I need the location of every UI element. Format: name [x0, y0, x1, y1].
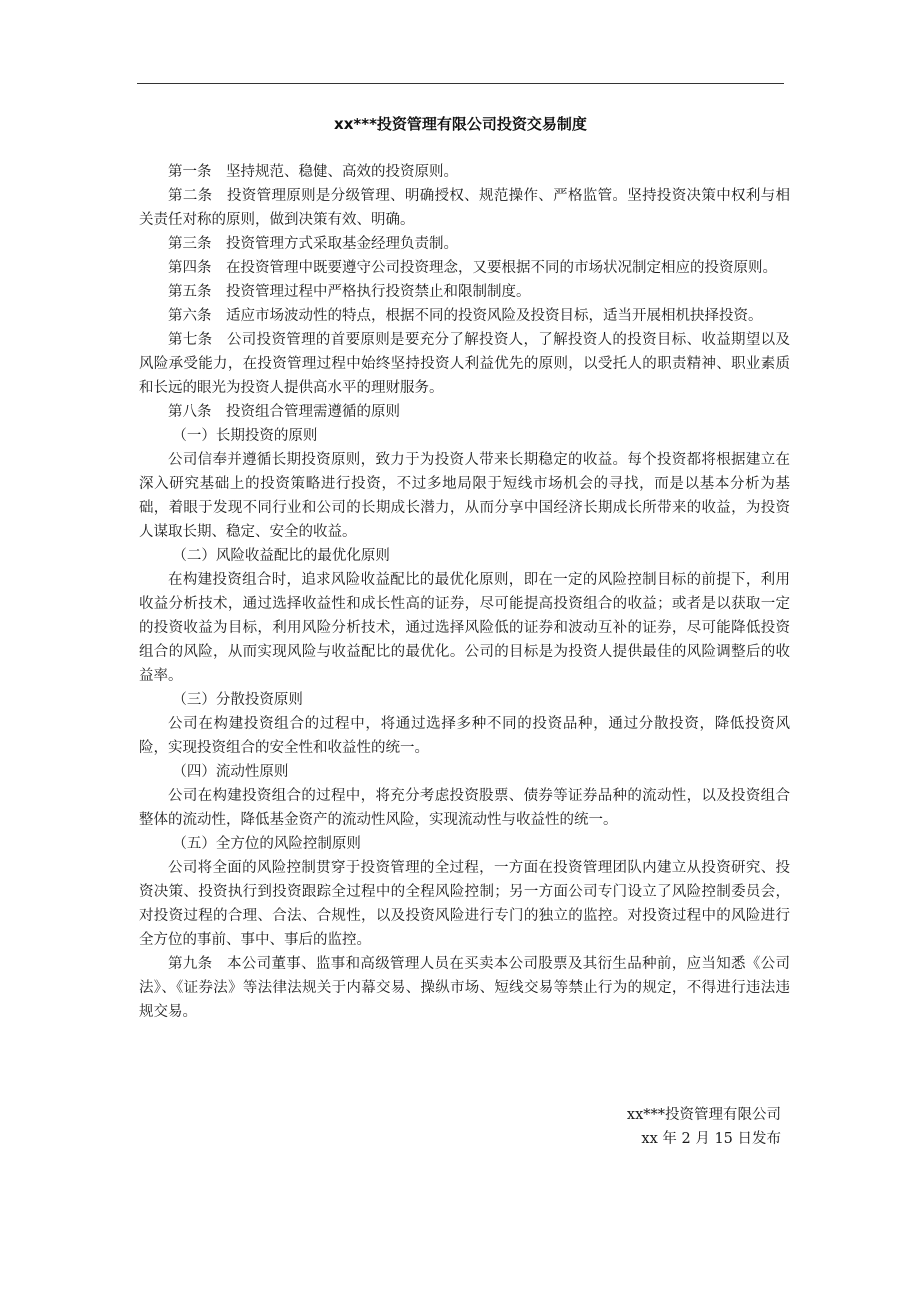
document-title: xx***投资管理有限公司投资交易制度 — [334, 115, 587, 133]
article-1 — [139, 160, 790, 184]
article-number: 第四条 — [168, 260, 212, 276]
principle-text: 公司将全面的风险控制贯穿于投资管理的全过程，一方面在投资管理团队内建立从投资研究、投资决策、投资执行到投资跟踪全过程中的全程风险控制；另一方面公司专门设立了风险控制委员会，对投资过程的合理、合法、合规性，以及投资风险进行专门的独立的监控。对投资过程中的风险进行全方位的事前、事中、事后的监控。 — [139, 860, 790, 948]
article-number: 第二条 — [168, 188, 213, 204]
principle-heading: （一）长期投资的原则 — [172, 428, 318, 444]
article-text: 公司投资管理的首要原则是要充分了解投资人，了解投资人的投资目标、收益期望以及风险承受能力，在投资管理过程中始终坚持投资人利益优先的原则，以受托人的职责精神、职业素质和长远的眼光为投资人提供高水平的理财服务。 — [139, 332, 791, 396]
principle-heading: （三）分散投资原则 — [172, 692, 303, 708]
signature-company: xx***投资管理有限公司 — [626, 1107, 781, 1123]
principle-text: 在构建投资组合时，追求风险收益配比的最优化原则，即在一定的风险控制目标的前提下，利用收益分析技术，通过选择收益性和成长性高的证券，尽可能提高投资组合的收益；或者是以获取一定的投资收益为目标，利用风险分析技术，通过选择风险低的证券和波动互补的证券，尽可能降低投资组合的风险，从而实现风险与收益配比的最优化。公司的目标是为投资人提供最佳的风险调整后的收益率。 — [139, 572, 790, 684]
article-4 — [139, 256, 790, 280]
article-3 — [139, 232, 790, 256]
article-5 — [139, 280, 790, 304]
article-text: 投资管理方式采取基金经理负责制。 — [226, 236, 458, 252]
article-text: 本公司董事、监事和高级管理人员在买卖本公司股票及其衍生品种前，应当知悉《公司法》、《证券法》等法律法规关于内幕交易、操纵市场、短线交易等禁止行为的规定，不得进行违法违规交易。 — [139, 956, 791, 1020]
principle-text: 公司在构建投资组合的过程中，将充分考虑投资股票、债券等证券品种的流动性，以及投资组合整体的流动性，降低基金资产的流动性风险，实现流动性与收益性的统一。 — [139, 788, 790, 828]
principle-text: 公司信奉并遵循长期投资原则，致力于为投资人带来长期稳定的收益。每个投资都将根据建立在深入研究基础上的投资策略进行投资，不过多地局限于短线市场机会的寻找，而是以基本分析为基础，着眼于发现不同行业和公司的长期成长潜力，从而分享中国经济长期成长所带来的收益，为投资人谋取长期、稳定、安全的收益。 — [139, 452, 790, 540]
article-number: 第一条 — [168, 164, 212, 180]
article-number: 第六条 — [168, 308, 212, 324]
article-2 — [139, 184, 790, 232]
article-7 — [139, 328, 790, 400]
principle-text: 公司在构建投资组合的过程中，将通过选择多种不同的投资品种，通过分散投资，降低投资风险，实现投资组合的安全性和收益性的统一。 — [139, 716, 790, 756]
principle-heading: （二）风险收益配比的最优化原则 — [172, 548, 390, 564]
article-number: 第八条 — [168, 404, 212, 420]
article-9 — [139, 952, 790, 1024]
article-text: 投资管理过程中严格执行投资禁止和限制制度。 — [226, 284, 531, 300]
principle-heading: （五）全方位的风险控制原则 — [172, 836, 361, 852]
article-number: 第三条 — [168, 236, 212, 252]
article-text: 投资组合管理需遵循的原则 — [226, 404, 400, 420]
article-number: 第七条 — [168, 332, 213, 348]
principle-heading: （四）流动性原则 — [172, 764, 289, 780]
document-body — [139, 160, 790, 1024]
article-6 — [139, 304, 790, 328]
article-text: 在投资管理中既要遵守公司投资理念，又要根据不同的市场状况制定相应的投资原则。 — [226, 260, 777, 276]
article-number: 第五条 — [168, 284, 212, 300]
article-text: 坚持规范、稳健、高效的投资原则。 — [226, 164, 458, 180]
signature-block — [627, 1103, 781, 1151]
article-text: 投资管理原则是分级管理、明确授权、规范操作、严格监管。坚持投资决策中权利与相关责任对称的原则，做到决策有效、明确。 — [139, 188, 791, 228]
header-rule — [137, 83, 784, 84]
signature-date: xx 年 2 月 15 日发布 — [641, 1131, 781, 1147]
article-8 — [139, 400, 790, 424]
article-number: 第九条 — [168, 956, 213, 972]
article-text: 适应市场波动性的特点，根据不同的投资风险及投资目标，适当开展相机抉择投资。 — [226, 308, 763, 324]
